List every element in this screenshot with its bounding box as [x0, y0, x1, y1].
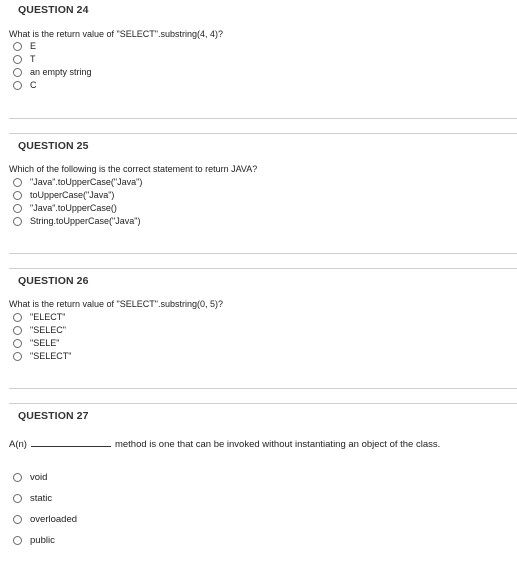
- question-25-option-3[interactable]: [13, 202, 117, 214]
- option-label: C: [30, 80, 37, 90]
- radio-button[interactable]: [13, 204, 22, 213]
- radio-button[interactable]: [13, 81, 22, 90]
- fill-in-blank: [31, 437, 111, 447]
- section-divider: [9, 403, 517, 404]
- question-27-option-1[interactable]: [13, 471, 47, 483]
- radio-button[interactable]: [13, 339, 22, 348]
- option-label: void: [30, 471, 48, 483]
- option-label: "Java".toUpperCase(): [30, 203, 117, 213]
- question-24-prompt: What is the return value of "SELECT".substring(4, 4)?: [9, 29, 223, 39]
- radio-button[interactable]: [13, 313, 22, 322]
- option-label: "SELE": [30, 338, 60, 348]
- section-divider: [9, 133, 517, 134]
- option-label: toUpperCase("Java"): [30, 190, 115, 200]
- radio-button[interactable]: [13, 191, 22, 200]
- radio-button[interactable]: [13, 326, 22, 335]
- option-label: String.toUpperCase("Java"): [30, 216, 141, 226]
- question-27-option-3[interactable]: [13, 513, 77, 525]
- question-24-title: QUESTION 24: [18, 4, 89, 16]
- question-26-option-3[interactable]: [13, 337, 59, 349]
- question-26-title: QUESTION 26: [18, 275, 89, 287]
- radio-button[interactable]: [13, 473, 22, 482]
- question-26-prompt: What is the return value of "SELECT".substring(0, 5)?: [9, 299, 223, 309]
- question-24-option-3[interactable]: [13, 66, 92, 78]
- option-label: T: [30, 54, 36, 64]
- option-label: E: [30, 41, 37, 51]
- prompt-suffix: method is one that can be invoked without instantiating an object of the class.: [114, 439, 441, 450]
- radio-button[interactable]: [13, 68, 22, 77]
- question-27-prompt: [9, 437, 440, 450]
- question-27-option-2[interactable]: [13, 492, 52, 504]
- section-divider: [9, 268, 517, 269]
- question-26-option-1[interactable]: [13, 311, 65, 323]
- question-25-prompt: Which of the following is the correct statement to return JAVA?: [9, 164, 258, 174]
- question-25-option-1[interactable]: [13, 176, 142, 188]
- option-label: "ELECT": [30, 312, 66, 322]
- question-25-option-2[interactable]: [13, 189, 114, 201]
- question-24-option-2[interactable]: [13, 53, 36, 65]
- question-25-title: QUESTION 25: [18, 140, 89, 152]
- radio-button[interactable]: [13, 494, 22, 503]
- question-26-option-4[interactable]: [13, 350, 71, 362]
- radio-button[interactable]: [13, 515, 22, 524]
- question-24-option-1[interactable]: [13, 40, 36, 52]
- prompt-prefix: A(n): [9, 439, 27, 450]
- question-27-option-4[interactable]: [13, 534, 55, 546]
- option-label: static: [30, 492, 53, 504]
- option-label: "SELEC": [30, 325, 66, 335]
- question-26-option-2[interactable]: [13, 324, 66, 336]
- question-24-option-4[interactable]: [13, 79, 37, 91]
- option-label: public: [30, 534, 55, 546]
- option-label: "Java".toUpperCase("Java"): [30, 177, 143, 187]
- radio-button[interactable]: [13, 42, 22, 51]
- option-label: an empty string: [30, 67, 92, 77]
- option-label: overloaded: [30, 513, 78, 525]
- radio-button[interactable]: [13, 217, 22, 226]
- option-label: "SELECT": [30, 351, 72, 361]
- radio-button[interactable]: [13, 352, 22, 361]
- section-divider: [9, 388, 517, 389]
- radio-button[interactable]: [13, 55, 22, 64]
- radio-button[interactable]: [13, 536, 22, 545]
- radio-button[interactable]: [13, 178, 22, 187]
- question-25-option-4[interactable]: [13, 215, 140, 227]
- question-27-title: QUESTION 27: [18, 410, 89, 422]
- section-divider: [9, 253, 517, 254]
- section-divider: [9, 118, 517, 119]
